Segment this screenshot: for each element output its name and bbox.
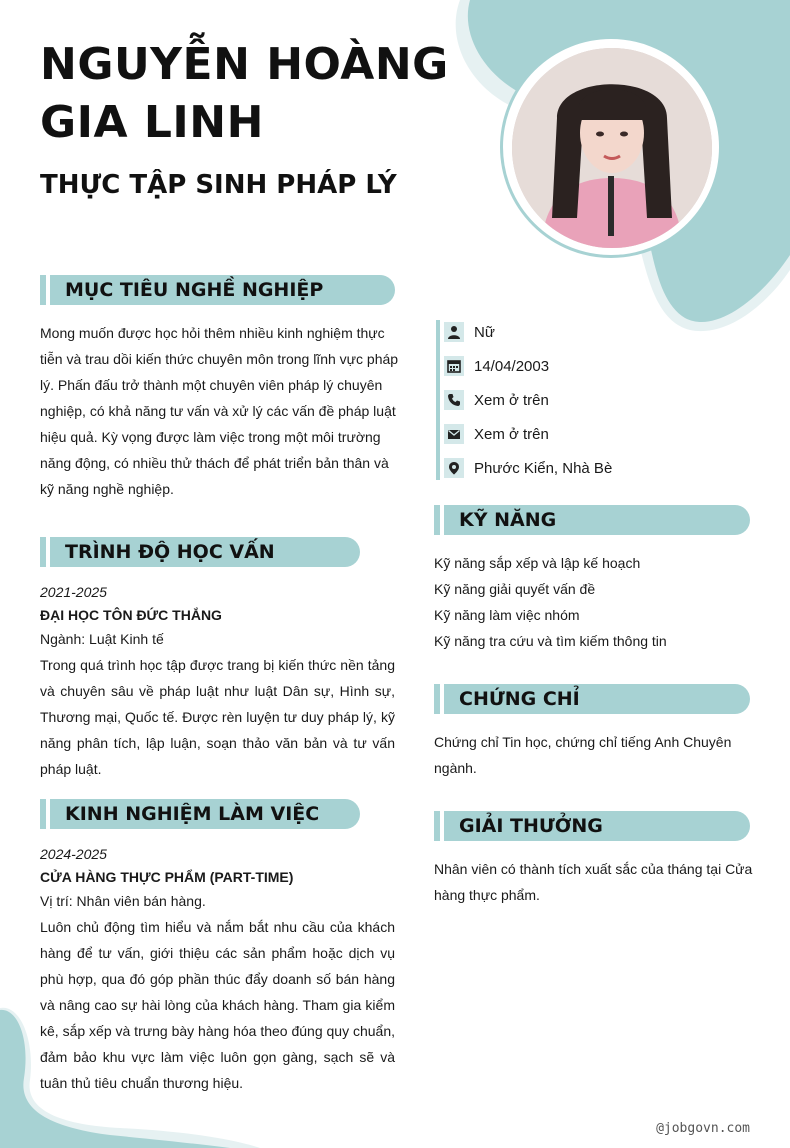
profile-photo — [512, 48, 712, 248]
awards-line: hàng thực phẩm. — [434, 887, 540, 903]
calendar-icon — [444, 356, 464, 376]
experience-position: Vị trí: Nhân viên bán hàng. — [40, 893, 206, 909]
skills-heading-label: KỸ NĂNG — [444, 505, 750, 535]
experience-heading — [40, 799, 360, 829]
experience-description: Luôn chủ động tìm hiểu và nắm bắt nhu cầu của khách hàng để tư vấn, giới thiệu các sản phẩm hoặc dịch vụ phù hợp, qua đó góp phần thúc đẩy doanh số bán hàng và nâng cao sự hài lòng của khách hàng. Tham gia kiểm kê, sắp xếp và trưng bày hàng hóa theo đúng quy chuẩn, đảm bảo khu vực làm việc luôn gọn gàng, sạch sẽ và tuân thủ tiêu chuẩn thương hiệu. — [40, 919, 395, 1091]
contact-value: 14/04/2003 — [474, 357, 550, 375]
objective-line: năng động, có nhiều thử thách để phát triển bản thân và — [40, 455, 389, 471]
certificates-line: Chứng chỉ Tin học, chứng chỉ tiếng Anh Chuyên — [434, 734, 732, 750]
contact-email — [444, 423, 549, 445]
candidate-name — [40, 36, 449, 152]
experience-heading-label: KINH NGHIỆM LÀM VIỆC — [50, 799, 360, 829]
name-line-1: NGUYỄN HOÀNG — [40, 39, 449, 90]
skill-item: Kỹ năng tra cứu và tìm kiếm thông tin — [434, 633, 667, 649]
contact-value: Xem ở trên — [474, 425, 549, 443]
contact-value: Xem ở trên — [474, 391, 549, 409]
experience-company: CỬA HÀNG THỰC PHẨM (PART-TIME) — [40, 869, 294, 885]
objective-heading — [40, 275, 395, 305]
education-period: 2021-2025 — [40, 584, 107, 600]
footer-credit: @jobgovn.com — [656, 1121, 750, 1136]
education-school: ĐẠI HỌC TÔN ĐỨC THẮNG — [40, 607, 222, 623]
job-title: THỰC TẬP SINH PHÁP LÝ — [40, 170, 397, 200]
certificates-heading — [434, 684, 750, 714]
phone-icon — [444, 390, 464, 410]
education-description: Trong quá trình học tập được trang bị kiến thức nền tảng và chuyên sâu về pháp luật như luật Dân sự, Hình sự, Thương mại, Quốc tế. Được rèn luyện tư duy pháp lý, kỹ năng phân tích, lập luận, soạn thảo văn bản và tư vấn pháp luật. — [40, 657, 395, 777]
contact-accent-bar — [436, 320, 440, 480]
contact-address — [444, 457, 612, 479]
skill-item: Kỹ năng làm việc nhóm — [434, 607, 580, 623]
objective-line: nghiệp, có khả năng tư vấn và xử lý các vấn đề pháp luật — [40, 403, 396, 419]
awards-heading — [434, 811, 750, 841]
skill-item: Kỹ năng sắp xếp và lập kế hoạch — [434, 555, 641, 571]
awards-line: Nhân viên có thành tích xuất sắc của tháng tại Cửa — [434, 861, 753, 877]
location-icon — [444, 458, 464, 478]
education-heading — [40, 537, 360, 567]
experience-period: 2024-2025 — [40, 846, 107, 862]
education-major: Ngành: Luật Kinh tế — [40, 631, 164, 647]
contact-birthdate — [444, 355, 549, 377]
skill-item: Kỹ năng giải quyết vấn đề — [434, 581, 596, 597]
objective-line: kỹ năng nghề nghiệp. — [40, 481, 174, 497]
name-line-2: GIA LINH — [40, 97, 264, 148]
skills-heading — [434, 505, 750, 535]
contact-phone — [444, 389, 549, 411]
certificates-line: ngành. — [434, 760, 477, 776]
education-block — [40, 580, 395, 782]
awards-heading-label: GIẢI THƯỞNG — [444, 811, 750, 841]
objective-text — [40, 320, 400, 502]
objective-line: lý. Phấn đấu trở thành một chuyên viên pháp lý chuyên — [40, 377, 383, 393]
certificates-heading-label: CHỨNG CHỈ — [444, 684, 750, 714]
objective-line: hiệu quả. Kỳ vọng được làm việc trong một môi trường — [40, 429, 381, 445]
objective-line: tiễn và trau dồi kiến thức chuyên môn trong lĩnh vực pháp — [40, 351, 399, 367]
contact-gender — [444, 321, 495, 343]
mail-icon — [444, 424, 464, 444]
contact-value: Nữ — [474, 323, 495, 341]
experience-block — [40, 842, 395, 1096]
objective-line: Mong muốn được học hỏi thêm nhiều kinh nghiệm thực — [40, 325, 385, 341]
education-heading-label: TRÌNH ĐỘ HỌC VẤN — [50, 537, 360, 567]
contact-value: Phước Kiển, Nhà Bè — [474, 459, 613, 477]
objective-heading-label: MỤC TIÊU NGHỀ NGHIỆP — [50, 275, 395, 305]
person-icon — [444, 322, 464, 342]
